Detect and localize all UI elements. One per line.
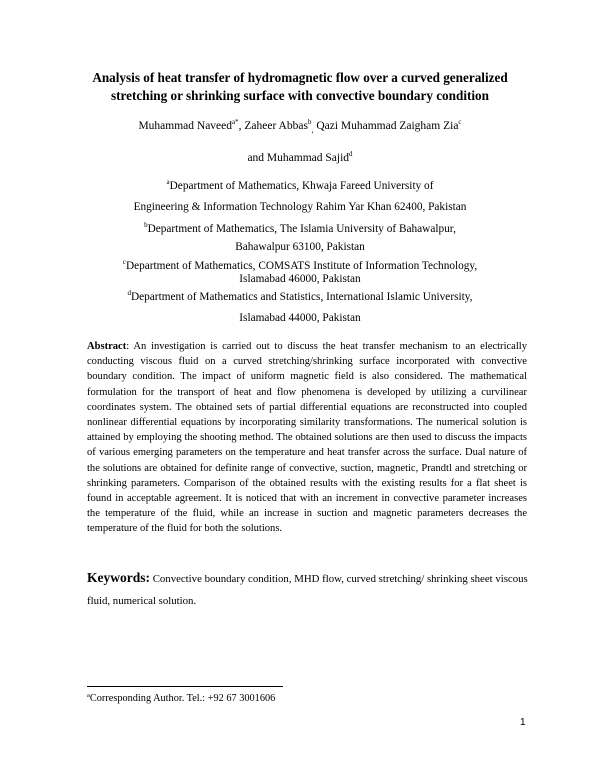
affiliation-a-text-1: Department of Mathematics, Khwaja Fareed University of xyxy=(169,180,434,192)
author-list-line-2 xyxy=(0,151,600,165)
title-line-1: Analysis of heat transfer of hydromagnetic flow over a curved generalized xyxy=(92,70,508,85)
affiliation-d-text-1: Department of Mathematics and Statistics, International Islamic University, xyxy=(130,291,473,303)
author-4-name: and Muhammad Sajid xyxy=(247,152,350,164)
footnote-divider xyxy=(87,686,283,687)
affiliation-a-line-1 xyxy=(0,179,600,193)
affiliation-d-line-2: Islamabad 44000, Pakistan xyxy=(239,312,361,324)
author-1-sup: a* xyxy=(232,118,239,126)
affiliation-a-line-2: Engineering & Information Technology Rahim Yar Khan 62400, Pakistan xyxy=(133,201,467,213)
affiliation-b-line-1 xyxy=(0,222,600,236)
affiliation-d-line-1 xyxy=(0,290,600,304)
author-2-name: , Zaheer Abbas xyxy=(238,120,308,132)
affiliation-c-text-1: Department of Mathematics, COMSATS Institute of Information Technology, xyxy=(125,260,478,272)
author-2-sup: b xyxy=(307,118,312,126)
paper-title xyxy=(70,69,530,105)
keywords-label: Keywords: xyxy=(87,570,150,585)
affiliation-b-line-2: Bahawalpur 63100, Pakistan xyxy=(235,241,365,253)
abstract xyxy=(87,339,527,537)
affiliation-a-sup: a xyxy=(166,178,170,186)
affiliation-c-line-1 xyxy=(0,259,600,273)
affiliation-c-sup: c xyxy=(122,258,126,266)
keywords xyxy=(87,567,542,612)
author-4-sup: d xyxy=(349,150,353,158)
author-1-name: Muhammad Naveed xyxy=(138,120,233,132)
affiliation-d-sup: d xyxy=(127,289,131,297)
author-list xyxy=(0,119,600,137)
footnote xyxy=(87,692,275,705)
title-line-2: stretching or shrinking surface with convective boundary condition xyxy=(111,88,489,103)
affiliation-c-line-2: Islamabad 46000, Pakistan xyxy=(239,273,361,285)
abstract-label: Abstract xyxy=(87,341,127,352)
affiliation-b-sup: b xyxy=(144,221,148,229)
author-3-sup: c xyxy=(458,118,462,126)
footnote-text: Corresponding Author. Tel.: +92 67 3001606 xyxy=(89,693,276,704)
author-3-name: Qazi Muhammad Zaigham Zia xyxy=(313,120,459,132)
page-number: 1 xyxy=(520,717,526,728)
affiliation-b-text-1: Department of Mathematics, The Islamia University of Bahawalpur, xyxy=(147,223,456,235)
author-2-sub: , xyxy=(311,125,314,135)
keywords-text: Convective boundary condition, MHD flow, curved stretching/ shrinking sheet viscous fluid, numerical solution. xyxy=(87,573,528,607)
abstract-text: : An investigation is carried out to discuss the heat transfer mechanism to an electrically conducting viscous fluid on a curved stretching/shrinking surface incorporated with convective boundary condition. The impact of uniform magnetic field is also considered. The mathematical formulation for the transport of heat and flow phenomena is developed by utilizing a curvilinear coordinates system. The obtained sets of partial differential equations are reconstructed into coupled nonlinear differential equations by incorporating similarity transformations. The numerical solution is attained by employing the shooting method. The obtained solutions are then used to discuss the impacts of various emerging parameters on the temperature and heat transfer across the surface. Dual nature of the solutions are obtained for definite range of convective, suction, magnetic, Prandtl and stretching or shrinking parameters. Comparison of the obtained results with the existing results for a flat sheet is found in acceptable agreement. It is noticed that with an increment in convective parameter increases the temperature of the fluid, while an increase in suction and magnetic parameters decreases the temperature of the fluid for both the solutions. xyxy=(87,341,527,535)
footnote-sup: a xyxy=(87,692,90,699)
